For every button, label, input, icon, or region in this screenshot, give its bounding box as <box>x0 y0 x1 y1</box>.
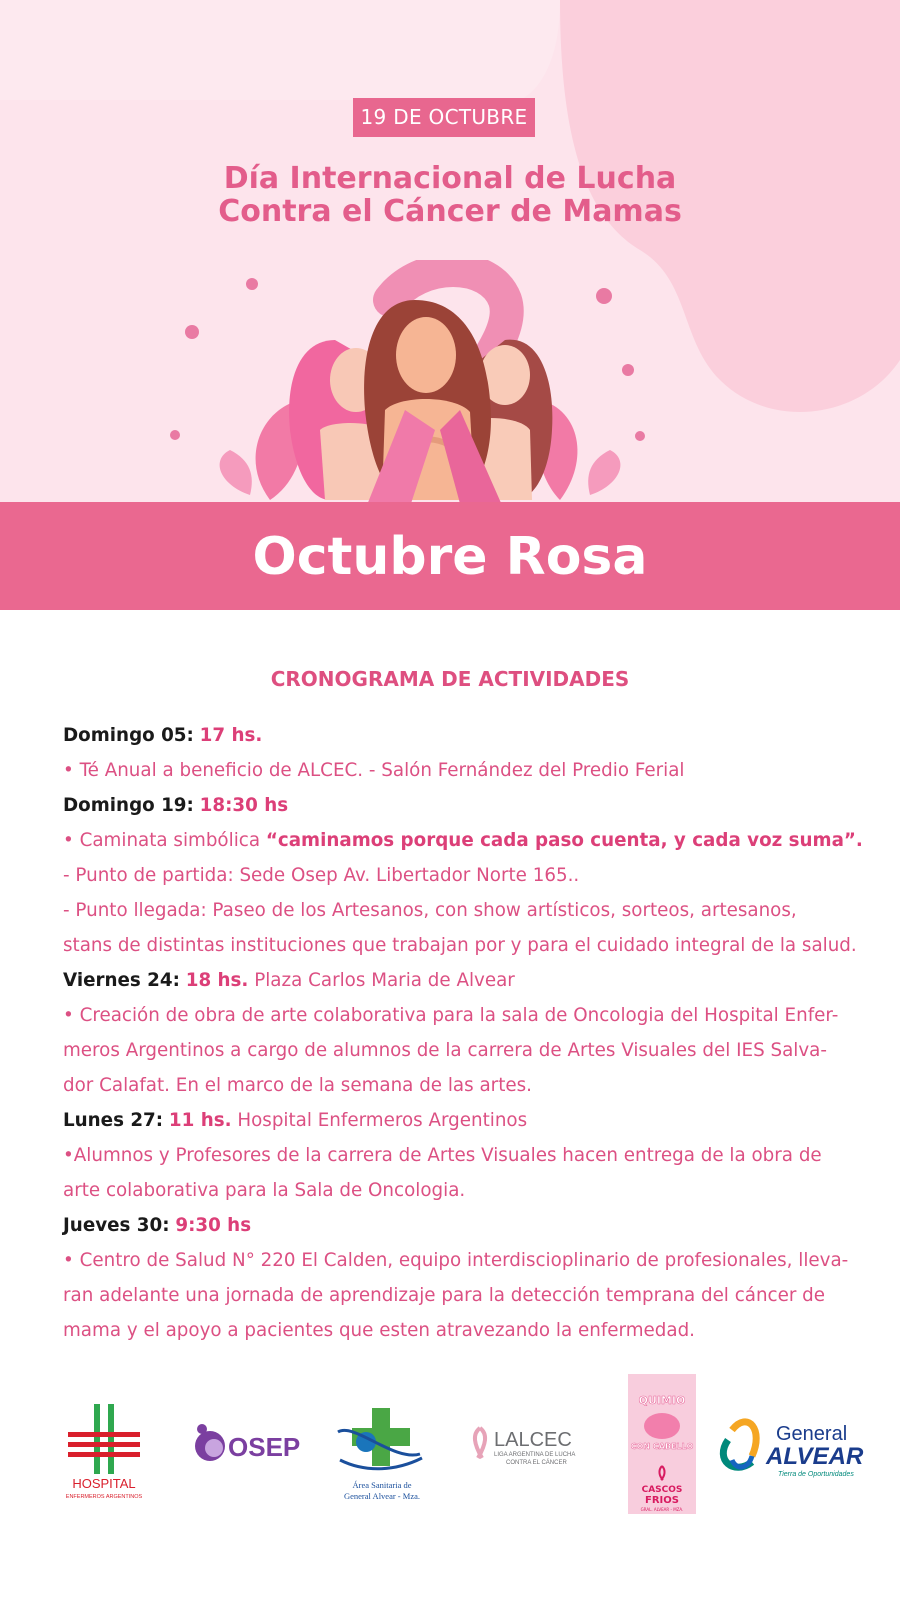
entry-day: Lunes 27: <box>63 1110 164 1131</box>
alvear-general: General <box>776 1423 848 1445</box>
hero-title-line2: Contra el Cáncer de Mamas <box>218 194 682 229</box>
area-line1: Área Sanitaria de <box>352 1480 412 1490</box>
frios-text: FRIOS <box>645 1495 679 1506</box>
lalcec-name: LALCEC <box>494 1429 572 1451</box>
women-ribbon-illustration <box>160 260 680 502</box>
alvear-tagline: Tierra de Oportunidades <box>778 1471 854 1478</box>
alvear-name: ALVEAR <box>766 1443 864 1470</box>
entry-text <box>63 823 863 858</box>
cascos-text: CASCOS <box>641 1485 683 1495</box>
lalcec-sub1: LIGA ARGENTINA DE LUCHA <box>494 1452 576 1458</box>
schedule-entry-day <box>63 1103 853 1138</box>
area-sanitaria-logo <box>334 1402 430 1506</box>
banner-title: Octubre Rosa <box>252 527 648 587</box>
area-line2: General Alvear - Mza. <box>344 1491 420 1501</box>
entry-text: • Centro de Salud N° 220 El Calden, equipo interdiscioplinario de profesionales, lleva- <box>63 1250 849 1271</box>
entry-time: 9:30 hs <box>175 1215 252 1236</box>
lalcec-sub2: CONTRA EL CÁNCER <box>506 1460 567 1466</box>
entry-time: 17 hs. <box>199 725 263 746</box>
quimio-cascos-logo <box>628 1374 696 1514</box>
date-badge: 19 DE OCTUBRE <box>353 98 535 137</box>
lalcec-logo <box>470 1424 594 1474</box>
entry-time: 18:30 hs <box>199 795 289 816</box>
entry-text: - Punto de partida: Sede Osep Av. Libertador Norte 165.. <box>63 865 580 886</box>
entry-place: Hospital Enfermeros Argentinos <box>237 1110 528 1131</box>
hospital-name: HOSPITAL <box>72 1476 136 1491</box>
schedule-list <box>63 718 863 1348</box>
hospital-logo <box>64 1402 144 1502</box>
con-cabello-text: CON CABELLO <box>630 1442 694 1451</box>
entry-text: • Té Anual a beneficio de ALCEC. - Salón Fernández del Predio Ferial <box>63 760 685 781</box>
schedule-entry-day <box>63 718 853 753</box>
entry-text: stans de distintas instituciones que trabajan por y para el cuidado integral de la salud. <box>63 935 857 956</box>
entry-day: Domingo 05: <box>63 725 194 746</box>
entry-text: • Creación de obra de arte colaborativa para la sala de Oncologia del Hospital Enfer- <box>63 1005 839 1026</box>
osep-name: OSEP <box>228 1432 301 1462</box>
hero-title-line1: Día Internacional de Lucha <box>223 161 677 196</box>
entry-day: Viernes 24: <box>63 970 180 991</box>
general-alvear-logo <box>718 1410 868 1490</box>
entry-text: ran adelante una jornada de aprendizaje para la detección temprana del cáncer de <box>63 1285 826 1306</box>
entry-text: - Punto llegada: Paseo de los Artesanos, con show artísticos, sorteos, artesanos, <box>63 900 797 921</box>
entry-day: Jueves 30: <box>63 1215 170 1236</box>
entry-text-part: • Caminata simbólica <box>63 830 266 851</box>
cascos-sub: GRAL. ALVEAR - MZA. <box>640 1507 684 1512</box>
entry-time: 18 hs. <box>185 970 249 991</box>
hero-section <box>0 0 900 502</box>
entry-text: •Alumnos y Profesores de la carrera de Artes Visuales hacen entrega de la obra de <box>63 1145 822 1166</box>
osep-logo <box>188 1418 308 1468</box>
entry-place: Plaza Carlos Maria de Alvear <box>254 970 515 991</box>
entry-time: 11 hs. <box>168 1110 232 1131</box>
schedule-entry-day <box>63 788 853 823</box>
entry-day: Domingo 19: <box>63 795 194 816</box>
quimio-text: QUIMIO <box>638 1394 686 1407</box>
entry-text: meros Argentinos a cargo de alumnos de la carrera de Artes Visuales del IES Salva- <box>63 1040 827 1061</box>
schedule-title: CRONOGRAMA DE ACTIVIDADES <box>270 667 630 691</box>
entry-quote: “caminamos porque cada paso cuenta, y cada voz suma”. <box>265 830 863 851</box>
entry-text: mama y el apoyo a pacientes que esten atravezando la enfermedad. <box>63 1320 695 1341</box>
entry-text: arte colaborativa para la Sala de Oncologia. <box>63 1180 466 1201</box>
hospital-sub: ENFERMEROS ARGENTINOS <box>65 1494 143 1500</box>
schedule-entry-day <box>63 1208 853 1243</box>
sponsor-logos <box>0 1380 900 1540</box>
entry-text: dor Calafat. En el marco de la semana de las artes. <box>63 1075 532 1096</box>
schedule-entry-day <box>63 963 853 998</box>
